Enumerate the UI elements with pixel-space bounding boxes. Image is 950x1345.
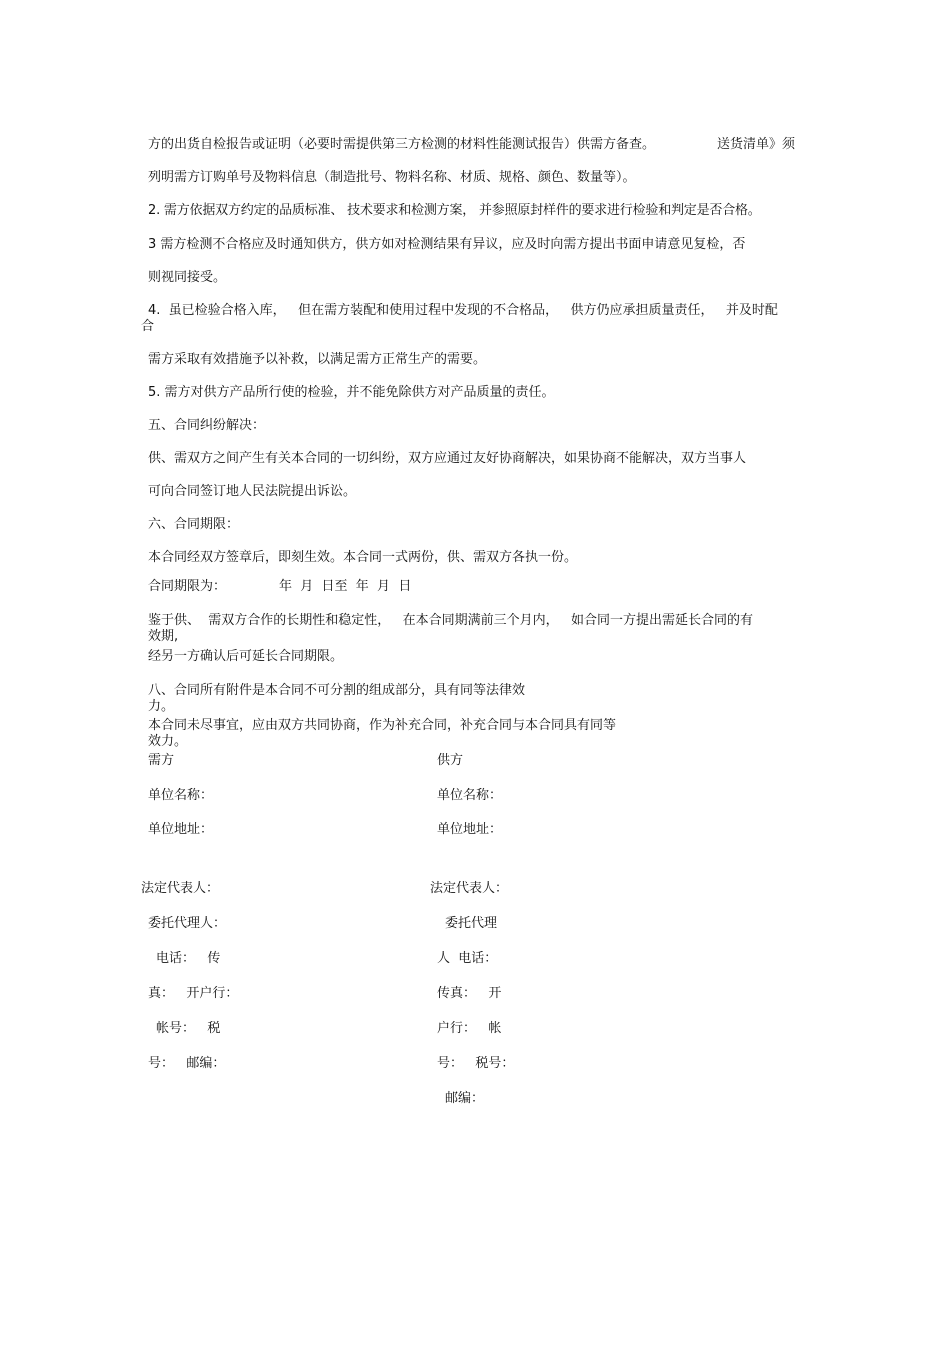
paragraph-line: 本合同未尽事宜，应由双方共同协商，作为补充合同，补充合同与本合同具有同等	[148, 718, 617, 733]
paragraph-line: 3 需方检测不合格应及时通知供方，供方如对检测结果有异议，应及时向需方提出书面申请意见复检，否	[148, 237, 746, 252]
text: 帐号： 税	[156, 1021, 221, 1036]
paragraph-line	[148, 303, 778, 319]
paragraph-line: 供、需双方之间产生有关本合同的一切纠纷，双方应通过友好协商解决，如果协商不能解决，双方当事人	[148, 451, 747, 466]
text: 号： 税号：	[437, 1056, 515, 1071]
paragraph-line: 2. 需方依据双方约定的品质标准、 技术要求和检测方案， 并参照原封样件的要求进行检验和判定是否合格。	[148, 203, 761, 218]
paragraph-line	[148, 137, 655, 153]
paragraph-line: 效期,	[148, 629, 179, 644]
buyer-phone-fax	[156, 951, 220, 967]
section-title: 六、合同期限：	[148, 517, 240, 532]
paragraph-line: 经另一方确认后可延长合同期限。	[148, 649, 344, 664]
supplier-person-phone	[437, 951, 497, 967]
term-value	[279, 579, 411, 595]
paragraph-line: 力。	[148, 699, 175, 714]
text: 号： 邮编：	[148, 1056, 226, 1071]
paragraph-line: 5. 需方对供方产品所行使的检验，并不能免除供方对产品质量的责任。	[148, 385, 555, 400]
text: 电话： 传	[156, 951, 221, 966]
buyer-unit-name: 单位名称：	[148, 788, 214, 803]
buyer-fax-bank	[148, 986, 238, 1002]
text: 年 月 日至 年 月 日	[279, 579, 412, 594]
text: 人 电话：	[437, 951, 498, 966]
text: 传真： 开	[437, 986, 502, 1001]
text: 真： 开户行：	[148, 986, 239, 1001]
paragraph-line: 本合同经双方签章后，即刻生效。本合同一式两份，供、需双方各执一份。	[148, 550, 578, 565]
paragraph-line: 可向合同签订地人民法院提出诉讼。	[148, 484, 357, 499]
buyer-account-tax	[156, 1021, 220, 1037]
buyer-legal-rep: 法定代表人：	[141, 881, 220, 896]
text: 方的出货自检报告或证明（必要时需提供第三方检测的材料性能测试报告）供需方备查。	[148, 137, 656, 152]
supplier-title: 供方	[437, 753, 464, 768]
buyer-unit-address: 单位地址：	[148, 822, 214, 837]
text: 4. 虽已检验合格入库， 但在需方装配和使用过程中发现的不合格品， 供方仍应承担质量责任， 并及时配	[148, 303, 778, 318]
paragraph-line	[717, 137, 795, 153]
paragraph-line: 列明需方订购单号及物料信息（制造批号、物料名称、材质、规格、颜色、数量等）。	[148, 170, 636, 185]
buyer-tax-postcode	[148, 1056, 225, 1072]
paragraph-line: 则视同接受。	[148, 270, 227, 285]
paragraph-line: 合	[141, 319, 155, 334]
paragraph-line: 八、合同所有附件是本合同不可分割的组成部分，具有同等法律效	[148, 683, 526, 698]
paragraph-line: 效力。	[148, 734, 188, 749]
paragraph-line: 需方采取有效措施予以补救，以满足需方正常生产的需要。	[148, 352, 487, 367]
supplier-fax-open	[437, 986, 501, 1002]
supplier-unit-name: 单位名称：	[437, 788, 503, 803]
text: 送货清单》须	[717, 137, 796, 152]
buyer-agent: 委托代理人：	[148, 916, 227, 931]
supplier-postcode: 邮编：	[445, 1091, 485, 1106]
text: 户行： 帐	[437, 1021, 502, 1036]
supplier-unit-address: 单位地址：	[437, 822, 503, 837]
supplier-no-tax	[437, 1056, 514, 1072]
supplier-legal-rep: 法定代表人：	[430, 881, 509, 896]
buyer-title: 需方	[148, 753, 175, 768]
paragraph-line	[148, 613, 753, 629]
supplier-agent: 委托代理	[445, 916, 498, 931]
supplier-bank-account	[437, 1021, 501, 1037]
section-title: 五、合同纠纷解决：	[148, 418, 266, 433]
term-label: 合同期限为：	[148, 579, 227, 594]
text: 鉴于供、 需双方合作的长期性和稳定性， 在本合同期满前三个月内， 如合同一方提出需延长合同的有	[148, 613, 754, 628]
